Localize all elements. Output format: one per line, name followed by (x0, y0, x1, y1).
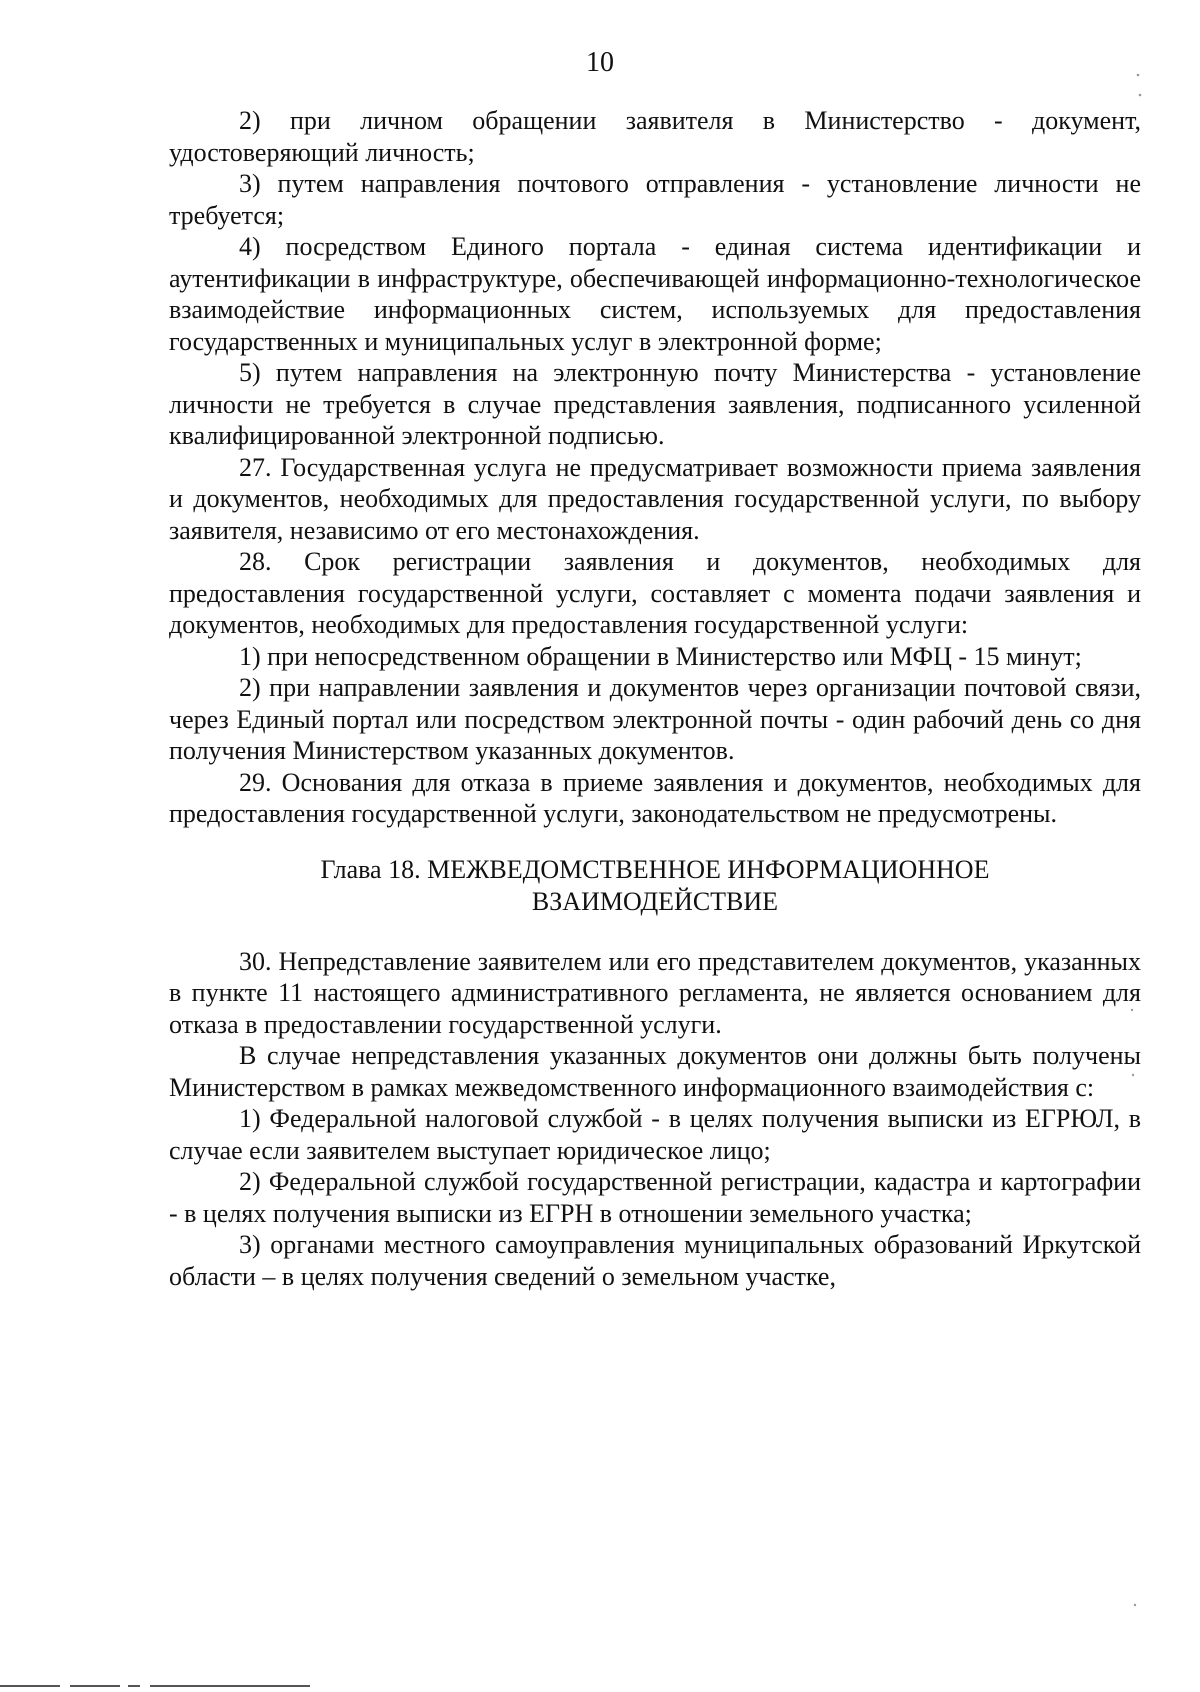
paragraph: 4) посредством Единого портала - единая система идентификации и аутентификации в инфраструктуре, обеспечивающей информационно-технологическое взаимодействие информационных систем, используемых для предоставления государственных и муниципальных услуг в электронной форме; (169, 232, 1141, 356)
scan-speck (1134, 1604, 1136, 1606)
paragraph: 28. Срок регистрации заявления и документов, необходимых для предоставления государственной услуги, составляет с момента подачи заявления и документов, необходимых для предоставления государственной услуги: (169, 547, 1141, 639)
paragraph: 27. Государственная услуга не предусматривает возможности приема заявления и документов, необходимых для предоставления государственной услуги, по выбору заявителя, независимо от его местонахождения. (169, 452, 1141, 545)
paragraph: 3) органами местного самоуправления муниципальных образований Иркутской области – в целях получения сведений о земельном участке, (169, 1230, 1141, 1291)
scan-speck (1139, 94, 1142, 97)
paragraph: 2) при личном обращении заявителя в Министерство - документ, удостоверяющий личность; (169, 106, 1141, 167)
paragraph: 5) путем направления на электронную почту Министерства - установление личности не требуется в случае представления заявления, подписанного усиленной квалифицированной электронной подписью. (169, 358, 1141, 450)
paragraph: 30. Непредставление заявителем или его представителем документов, указанных в пункте 11 настоящего административного регламента, не является основанием для отказа в предоставлении государственной услуги. (169, 946, 1141, 1039)
paragraph: В случае непредставления указанных документов они должны быть получены Министерством в рамках межведомственного информационного взаимодействия с: (169, 1041, 1141, 1102)
scan-speck (1137, 74, 1140, 77)
chapter-heading-line: ВЗАИМОДЕЙСТВИЕ (531, 886, 779, 916)
paragraph: 2) при направлении заявления и документов через организации почтовой связи, через Единый портал или посредством электронной почты - один рабочий день со дня получения Министерством указанных документов. (169, 673, 1141, 765)
page-number: 10 (586, 47, 614, 78)
paragraph: 1) при непосредственном обращении в Министерство или МФЦ - 15 минут; (239, 641, 1082, 671)
scan-speck (1132, 1074, 1134, 1076)
chapter-heading-line: Глава 18. МЕЖВЕДОМСТВЕННОЕ ИНФОРМАЦИОННОЕ (320, 854, 990, 884)
paragraph: 3) путем направления почтового отправления - установление личности не требуется; (169, 169, 1141, 230)
scan-speck (1131, 1009, 1133, 1011)
paragraph: 29. Основания для отказа в приеме заявления и документов, необходимых для предоставления государственной услуги, законодательством не предусмотрены. (169, 767, 1141, 828)
paragraph: 2) Федеральной службой государственной регистрации, кадастра и картографии - в целях получения выписки из ЕГРН в отношении земельного участка; (169, 1167, 1141, 1228)
paragraph: 1) Федеральной налоговой службой - в целях получения выписки из ЕГРЮЛ, в случае если заявителем выступает юридическое лицо; (169, 1104, 1141, 1165)
